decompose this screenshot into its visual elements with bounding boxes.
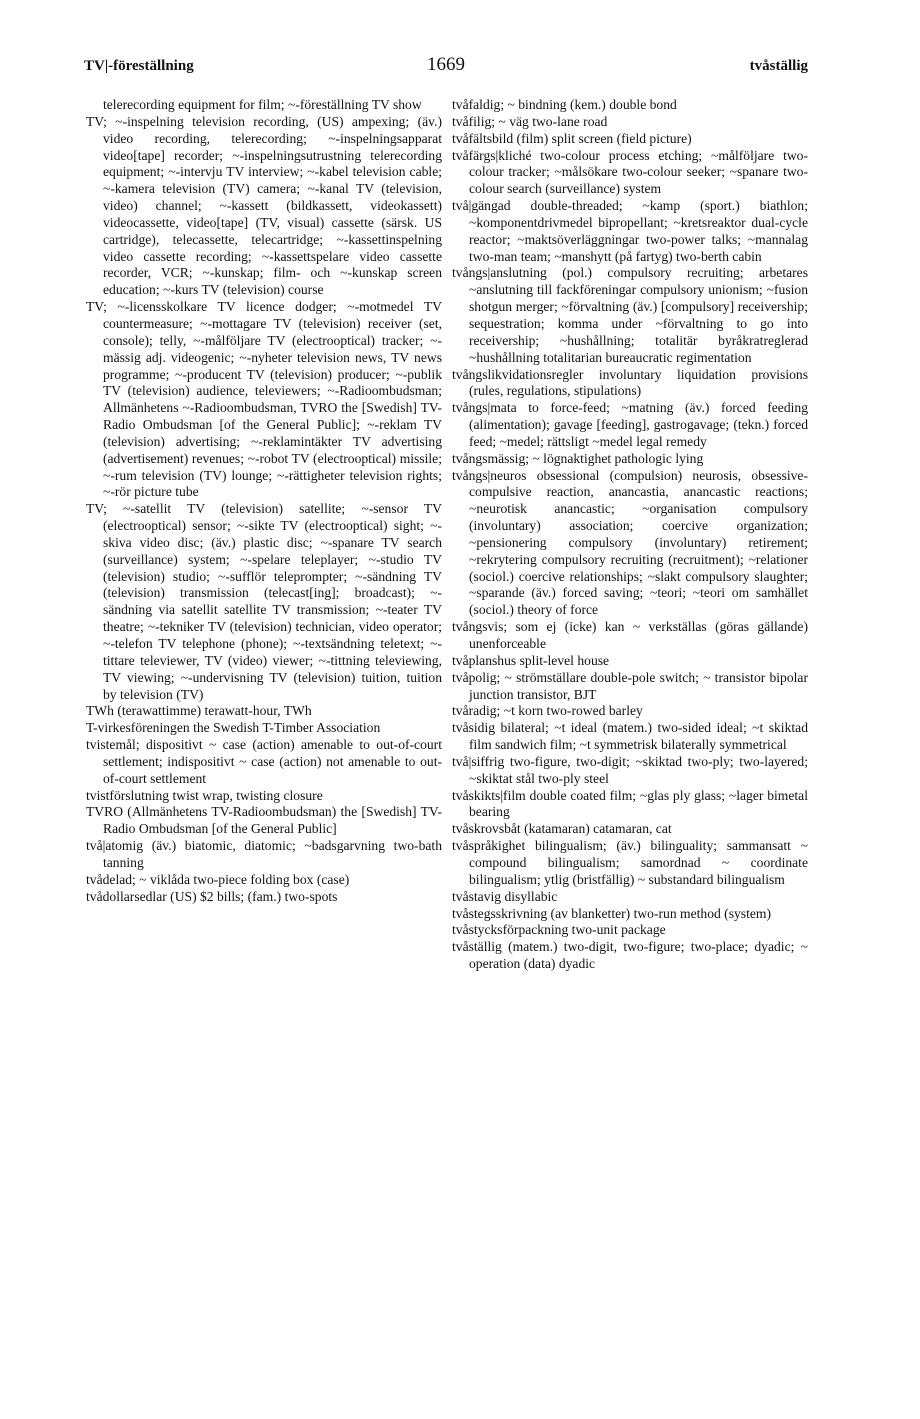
dictionary-entry: tvåskrovsbåt (katamaran) catamaran, cat bbox=[452, 821, 672, 837]
dictionary-entry: tvåstegsskrivning (av blanketter) two-run method (system) bbox=[452, 905, 772, 921]
dictionary-entry: tvåfilig; ~ väg two-lane road bbox=[452, 113, 608, 129]
dictionary-entry: TWh (terawattimme) terawatt-hour, TWh bbox=[86, 703, 312, 719]
dictionary-entry: tvåfärgs|kliché two-colour process etching; ~målföljare two-colour tracker; ~målsökare two-colour seeker; ~spanare two-colour search (surveillance) system bbox=[452, 147, 808, 197]
dictionary-entry: TVRO (Allmänhetens TV-Radioombudsman) the [Swedish] TV-Radio Ombudsman [of the General Public] bbox=[86, 804, 442, 837]
dictionary-entry: T-virkesföreningen the Swedish T-Timber Association bbox=[86, 720, 381, 736]
dictionary-entry: tvådelad; ~ viklåda two-piece folding box (case) bbox=[86, 871, 350, 887]
dictionary-entry: tvåplanshus split-level house bbox=[452, 652, 610, 668]
dictionary-entry: två|gängad double-threaded; ~kamp (sport.) biathlon; ~komponentdrivmedel bipropellant; ~kretsreaktor dual-cycle reactor; ~maktsöverläggningar two-power talks; ~mannalag two-man team; ~manshytt (på fartyg) two-berth cabin bbox=[452, 198, 808, 264]
dictionary-entry: TV; ~-satellit TV (television) satellite; ~-sensor TV (electrooptical) sensor; ~-sikte TV (electrooptical) sight; ~-skiva video disc; (äv.) plastic disc; ~-spanare TV search (surveillance) system; ~-spelare teleplayer; ~-studio TV (television) studio; ~-sufflör teleprompter; ~-sändning TV (television) transmission (telecast[ing]; broadcast); ~-sändning via satellit satellite TV transmission; ~-teater TV theatre; ~-tekniker TV (television) technician, video operator; ~-telefon TV telephone (phone); ~-textsändning teletext; ~-tittare televiewer, TV (video) viewer; ~-tittning televiewing, TV viewing; ~-undervisning TV (television) tuition, tuition by television (TV) bbox=[86, 501, 442, 702]
dictionary-entry: tvångs|mata to force-feed; ~matning (äv.) forced feeding (alimentation); gavage [feeding], gastrogavage; (tekn.) forced feed; ~medel; rättsligt ~medel legal remedy bbox=[452, 400, 808, 449]
dictionary-entry: tvåfaldig; ~ bindning (kem.) double bond bbox=[452, 97, 677, 112]
dictionary-entry: tvådollarsedlar (US) $2 bills; (fam.) two-spots bbox=[86, 888, 338, 904]
dictionary-entry: två|siffrig two-figure, two-digit; ~skiktad two-ply; two-layered; ~skiktat stål two-ply steel bbox=[452, 753, 808, 786]
dictionary-entry: tvåstycksförpackning two-unit package bbox=[452, 922, 666, 938]
page-number: 1669 bbox=[427, 54, 465, 75]
dictionary-entry: tvångs|neuros obsessional (compulsion) neurosis, obsessive-compulsive reaction, anancastia, anancastic reactions; ~neurotisk anancastic; ~organisation compulsory (involuntary) association; coercive organization; ~pensionering compulsory (involuntary) retirement; ~rekrytering compulsory recruiting (recruitment); ~relationer (sociol.) coercive relationships; ~slakt compulsory slaughter; ~sparande (äv.) forced saving; ~teori; ~teori om samhället (sociol.) theory of force bbox=[452, 467, 808, 618]
dictionary-entry: tvåfältsbild (film) split screen (field picture) bbox=[452, 130, 692, 146]
left-guideword: TV|-föreställning bbox=[84, 58, 194, 74]
right-guideword: tvåställig bbox=[749, 58, 808, 74]
dictionary-entry: tvångsvis; som ej (icke) kan ~ verkställas (göras gällande) unenforceable bbox=[452, 619, 808, 651]
dictionary-entry: telerecording equipment for film; ~-föreställning TV show bbox=[103, 97, 422, 112]
dictionary-entry: tvåsidig bilateral; ~t ideal (matem.) two-sided ideal; ~t skiktad film sandwich film; ~t symmetrisk bilaterally symmetrical bbox=[452, 720, 808, 753]
dictionary-entry: tvångs|anslutning (pol.) compulsory recruiting; arbetares ~anslutning till fackföreningar compulsory unionism; ~fusion shotgun merger; ~förvaltning (äv.) [compulsory] receivership; sequestration; komma under ~förvaltning to go into receivership; ~hushållning; totalitär byråkratreglerad ~hushållning totalitarian bureaucratic regimentation bbox=[452, 265, 808, 365]
right-column bbox=[452, 97, 808, 973]
dictionary-entry: tvåställig (matem.) two-digit, two-figure; two-place; dyadic; ~ operation (data) dyadic bbox=[452, 939, 808, 972]
dictionary-entry: två|atomig (äv.) biatomic, diatomic; ~badsgarvning two-bath tanning bbox=[86, 838, 442, 870]
dictionary-entry: tvåskikts|film double coated film; ~glas ply glass; ~lager bimetal bearing bbox=[452, 787, 808, 820]
dictionary-entry: TV; ~-licensskolkare TV licence dodger; ~-motmedel TV countermeasure; ~-mottagare TV (television) receiver (set, console); telly, ~-målföljare TV (electrooptical) tracker; ~-mässig adj. videogenic; ~-nyheter television news, TV news programme; ~-producent TV (television) producer; ~-publik TV (television) audience, televiewers; ~-Radioombudsman; Allmänhetens ~-Radioombudsman, TVRO the [Swedish] TV-Radio Ombudsman [of the General Public]; ~-reklam TV (television) advertising; ~-reklamintäkter TV advertising (advertisement) revenues; ~-robot TV (electrooptical) missile; ~-rum television (TV) lounge; ~-rättigheter television rights; ~-rör picture tube bbox=[86, 299, 442, 500]
dictionary-entry: tvistemål; dispositivt ~ case (action) amenable to out-of-court settlement; indispositivt ~ case (action) not amenable to out-of-court settlement bbox=[86, 737, 442, 786]
dictionary-entry: tvistförslutning twist wrap, twisting closure bbox=[86, 787, 323, 803]
left-column bbox=[86, 97, 442, 906]
dictionary-entry: tvåradig; ~t korn two-rowed barley bbox=[452, 703, 643, 719]
dictionary-entry: tvåspråkighet bilingualism; (äv.) bilinguality; sammansatt ~ compound bilingualism; samordnad ~ coordinate bilingualism; ytlig (bristfällig) ~ substandard bilingualism bbox=[452, 838, 808, 887]
dictionary-entry: TV; ~-inspelning television recording, (US) ampexing; (äv.) video recording, telerecording; ~-inspelningsapparat video[tape] recorder; ~-inspelningsutrustning telerecording equipment; ~-intervju TV interview; ~-kabel television cable; ~-kamera television (TV) camera; ~-kanal TV (television, video) channel; ~-kassett (bildkassett, videokassett) videocassette, video[tape] (TV, visual) cassette (särsk. US cartridge), telecassette, telecartridge; ~-kassettinspelning video cassette recording; ~-kassettspelare video cassette recorder, VCR; ~-kunskap; film- och ~-kunskap screen education; ~-kurs TV (television) course bbox=[86, 113, 442, 298]
dictionary-entry: tvåpolig; ~ strömställare double-pole switch; ~ transistor bipolar junction transistor, BJT bbox=[452, 669, 808, 702]
page-header bbox=[84, 54, 808, 84]
dictionary-entry: tvångslikvidationsregler involuntary liquidation provisions (rules, regulations, stipulations) bbox=[452, 366, 808, 399]
dictionary-entry: tvångsmässig; ~ lögnaktighet pathologic lying bbox=[452, 450, 704, 466]
dictionary-entry: tvåstavig disyllabic bbox=[452, 888, 558, 904]
